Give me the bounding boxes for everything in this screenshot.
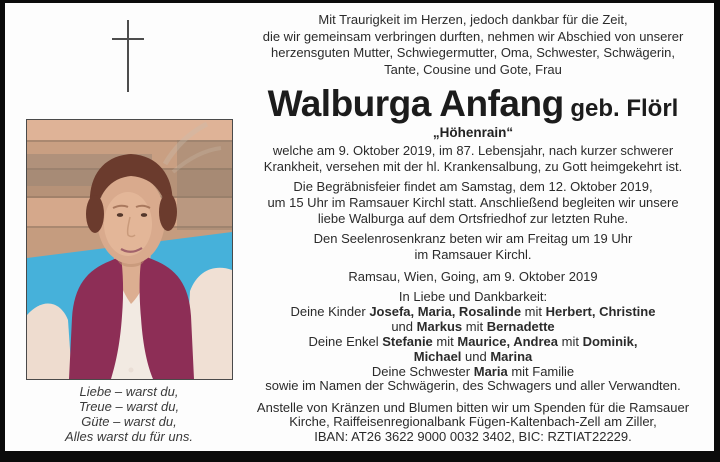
intro-paragraph: Mit Traurigkeit im Herzen, jedoch dankbar für die Zeit, die wir gemeinsam verbringen durften, nehmen wir Abschied von unserer herzensguten Mutter, Schwiegermutter, Oma, Schwester, Schwägerin, Tante, Cousine und Gote, Frau <box>262 12 684 77</box>
house-name: „Höhenrain“ <box>432 125 514 140</box>
memorial-verse: Liebe – warst du, Treue – warst du, Güte – warst du, Alles warst du für uns. <box>65 384 193 444</box>
family-mourners-list: In Liebe und Dankbarkeit: Deine Kinder Josefa, Maria, Rosalinde mit Herbert, Christine und Markus mit Bernadette Deine Enkel Stefanie mit Maurice, Andrea mit Dominik, Michael und Marina Deine Schwester Maria mit Familie sowie im Namen der Schwägerin, des Schwagers und aller Verwandten. <box>265 289 681 394</box>
notice-text-column <box>237 3 709 451</box>
portrait-illustration <box>27 120 232 379</box>
death-paragraph: welche am 9. Oktober 2019, im 87. Lebensjahr, nach kurzer schwerer Krankheit, versehen mit der hl. Krankensalbung, zu Gott heimgekehrt ist. <box>263 143 683 174</box>
funeral-paragraph: Die Begräbnisfeier findet am Samstag, dem 12. Oktober 2019, um 15 Uhr im Ramsauer Kirchl statt. Anschließend begleiten wir unsere liebe Walburga auf dem Ortsfriedhof zur letzten Ruhe. <box>267 179 679 226</box>
deceased-name-maiden: geb. Flörl <box>563 95 679 122</box>
deceased-name-main: Walburga Anfang <box>267 83 564 124</box>
places-and-date <box>237 269 709 285</box>
places-and-date-line: Ramsau, Wien, Going, am 9. Oktober 2019 <box>348 269 598 284</box>
cross-horizontal-bar <box>112 38 144 40</box>
donation-paragraph: Anstelle von Kränzen und Blumen bitten wir um Spenden für die Ramsauer Kirche, Raiffeisenregionalbank Fügen-Kaltenbach-Zell am Ziller, IBAN: AT26 3622 9000 0032 3402, BIC: RZTIAT22229. <box>256 400 690 444</box>
portrait-photo <box>26 119 233 380</box>
left-column <box>5 3 255 451</box>
cross-vertical-bar <box>127 20 129 92</box>
latin-cross-icon <box>5 3 255 103</box>
rosary-paragraph: Den Seelenrosenkranz beten wir am Freitag um 19 Uhr im Ramsauer Kirchl. <box>313 231 633 262</box>
deceased-name <box>237 84 709 129</box>
